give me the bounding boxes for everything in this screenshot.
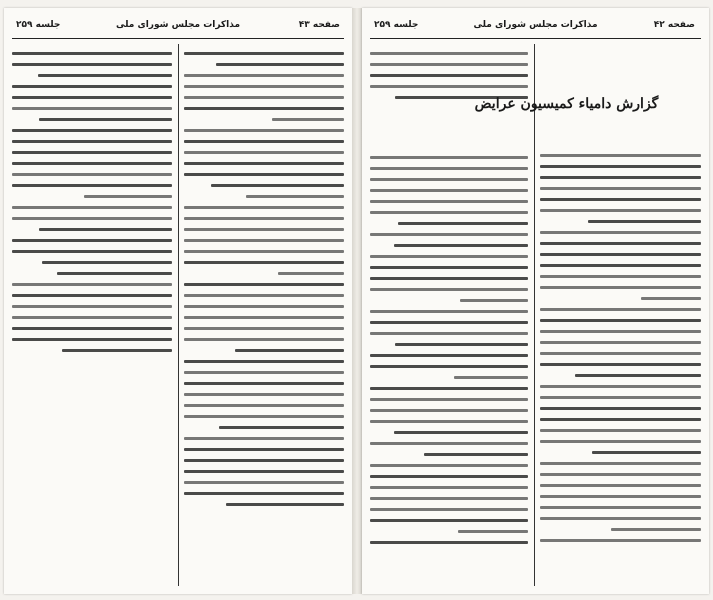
text-line: [184, 371, 344, 374]
text-line: [370, 52, 528, 55]
text-line: [12, 305, 172, 308]
right-page: [362, 8, 709, 594]
text-line: [184, 415, 344, 418]
text-line: [42, 261, 172, 264]
text-line: [540, 231, 701, 234]
text-line: [370, 508, 528, 511]
text-line: [211, 184, 344, 187]
text-line: [540, 473, 701, 476]
text-line: [184, 459, 344, 462]
text-line: [540, 363, 701, 366]
text-line: [611, 528, 701, 531]
text-line: [184, 393, 344, 396]
text-line: [540, 341, 701, 344]
text-line: [370, 85, 528, 88]
text-line: [184, 305, 344, 308]
text-line: [184, 173, 344, 176]
text-line: [540, 165, 701, 168]
text-line: [370, 365, 528, 368]
text-line: [540, 517, 701, 520]
left-page-number: صفحه ۴۳: [298, 20, 340, 30]
text-line: [370, 200, 528, 203]
text-line: [540, 440, 701, 443]
text-line: [370, 255, 528, 258]
text-line: [540, 385, 701, 388]
text-line: [424, 453, 528, 456]
text-line: [226, 503, 344, 506]
text-line: [184, 228, 344, 231]
text-line: [184, 206, 344, 209]
text-line: [540, 286, 701, 289]
text-line: [57, 272, 172, 275]
text-line: [12, 107, 172, 110]
text-line: [575, 374, 701, 377]
text-line: [540, 429, 701, 432]
text-line: [184, 404, 344, 407]
text-line: [184, 52, 344, 55]
left-page-columns: [12, 44, 344, 586]
text-line: [370, 277, 528, 280]
left-page: [4, 8, 352, 594]
text-line: [12, 52, 172, 55]
text-line: [184, 107, 344, 110]
text-line: [370, 442, 528, 445]
text-line: [370, 266, 528, 269]
text-line: [454, 376, 528, 379]
text-line: [394, 244, 528, 247]
text-line: [184, 360, 344, 363]
text-line: [184, 250, 344, 253]
text-line: [370, 156, 528, 159]
text-line: [592, 451, 701, 454]
text-line: [12, 250, 172, 253]
right-column-divider: [534, 44, 535, 586]
text-line: [540, 330, 701, 333]
text-line: [38, 74, 172, 77]
left-journal-title: مذاکرات مجلس شورای ملی: [115, 20, 241, 30]
text-line: [272, 118, 344, 121]
text-line: [184, 481, 344, 484]
text-line: [12, 85, 172, 88]
text-line: [540, 154, 701, 157]
left-session-label: جلسه ۲۵۹: [16, 20, 61, 30]
text-line: [370, 332, 528, 335]
text-line: [370, 167, 528, 170]
text-line: [12, 217, 172, 220]
right-session-label: جلسه ۲۵۹: [374, 20, 419, 30]
text-line: [216, 63, 344, 66]
text-line: [184, 129, 344, 132]
text-line: [370, 74, 528, 77]
text-line: [12, 129, 172, 132]
text-line: [12, 184, 172, 187]
text-line: [39, 118, 172, 121]
right-page-text-column-2: [370, 156, 528, 586]
text-line: [540, 462, 701, 465]
text-line: [540, 198, 701, 201]
text-line: [540, 506, 701, 509]
text-line: [395, 343, 528, 346]
text-line: [460, 299, 528, 302]
text-line: [370, 409, 528, 412]
text-line: [540, 495, 701, 498]
text-line: [184, 151, 344, 154]
text-line: [39, 228, 172, 231]
text-line: [398, 222, 528, 225]
right-journal-title: مذاکرات مجلس شورای ملی: [473, 20, 598, 30]
text-line: [184, 140, 344, 143]
text-line: [184, 316, 344, 319]
text-line: [540, 418, 701, 421]
text-line: [370, 354, 528, 357]
text-line: [370, 398, 528, 401]
text-line: [184, 217, 344, 220]
text-line: [12, 96, 172, 99]
text-line: [184, 239, 344, 242]
text-line: [184, 492, 344, 495]
text-line: [370, 486, 528, 489]
text-line: [370, 387, 528, 390]
text-line: [184, 261, 344, 264]
left-page-text-column-1: [184, 52, 344, 586]
text-line: [540, 352, 701, 355]
text-line: [540, 396, 701, 399]
text-line: [12, 316, 172, 319]
text-line: [184, 85, 344, 88]
text-line: [370, 288, 528, 291]
text-line: [184, 96, 344, 99]
text-line: [370, 420, 528, 423]
text-line: [84, 195, 172, 198]
text-line: [540, 242, 701, 245]
text-line: [370, 178, 528, 181]
right-page-running-head: [370, 12, 701, 39]
text-line: [12, 338, 172, 341]
text-line: [12, 327, 172, 330]
text-line: [12, 294, 172, 297]
text-line: [540, 176, 701, 179]
text-line: [184, 74, 344, 77]
left-column-divider: [178, 44, 179, 586]
text-line: [184, 327, 344, 330]
right-page-text-column-1: [540, 154, 701, 586]
book-gutter: [352, 8, 362, 594]
text-line: [12, 151, 172, 154]
text-line: [246, 195, 344, 198]
text-line: [12, 283, 172, 286]
text-line: [540, 308, 701, 311]
text-line: [370, 464, 528, 467]
text-line: [370, 321, 528, 324]
text-line: [540, 209, 701, 212]
text-line: [184, 283, 344, 286]
left-page-running-head: [12, 12, 344, 39]
text-line: [184, 437, 344, 440]
text-line: [219, 426, 344, 429]
text-line: [184, 294, 344, 297]
text-line: [278, 272, 344, 275]
text-line: [62, 349, 172, 352]
text-line: [540, 264, 701, 267]
text-line: [370, 497, 528, 500]
text-line: [12, 239, 172, 242]
text-line: [394, 431, 528, 434]
text-line: [235, 349, 344, 352]
text-line: [641, 297, 701, 300]
text-line: [12, 206, 172, 209]
text-line: [370, 310, 528, 313]
text-line: [540, 187, 701, 190]
report-heading: [432, 96, 701, 120]
text-line: [370, 475, 528, 478]
text-line: [184, 470, 344, 473]
left-page-text-column-2: [12, 52, 172, 586]
right-page-number: صفحه ۴۲: [653, 20, 695, 30]
text-line: [540, 484, 701, 487]
text-line: [184, 382, 344, 385]
text-line: [370, 541, 528, 544]
text-line: [12, 173, 172, 176]
text-line: [370, 233, 528, 236]
text-line: [540, 407, 701, 410]
text-line: [12, 63, 172, 66]
text-line: [540, 319, 701, 322]
text-line: [12, 140, 172, 143]
text-line: [12, 162, 172, 165]
text-line: [370, 211, 528, 214]
text-line: [540, 539, 701, 542]
report-heading-text: گزارش دامیاء کمیسیون عرایض: [474, 96, 659, 112]
text-line: [458, 530, 528, 533]
text-line: [370, 63, 528, 66]
right-page-columns: [370, 44, 701, 586]
text-line: [184, 338, 344, 341]
text-line: [184, 448, 344, 451]
text-line: [540, 253, 701, 256]
text-line: [184, 162, 344, 165]
text-line: [370, 519, 528, 522]
text-line: [588, 220, 701, 223]
text-line: [370, 189, 528, 192]
text-line: [540, 275, 701, 278]
